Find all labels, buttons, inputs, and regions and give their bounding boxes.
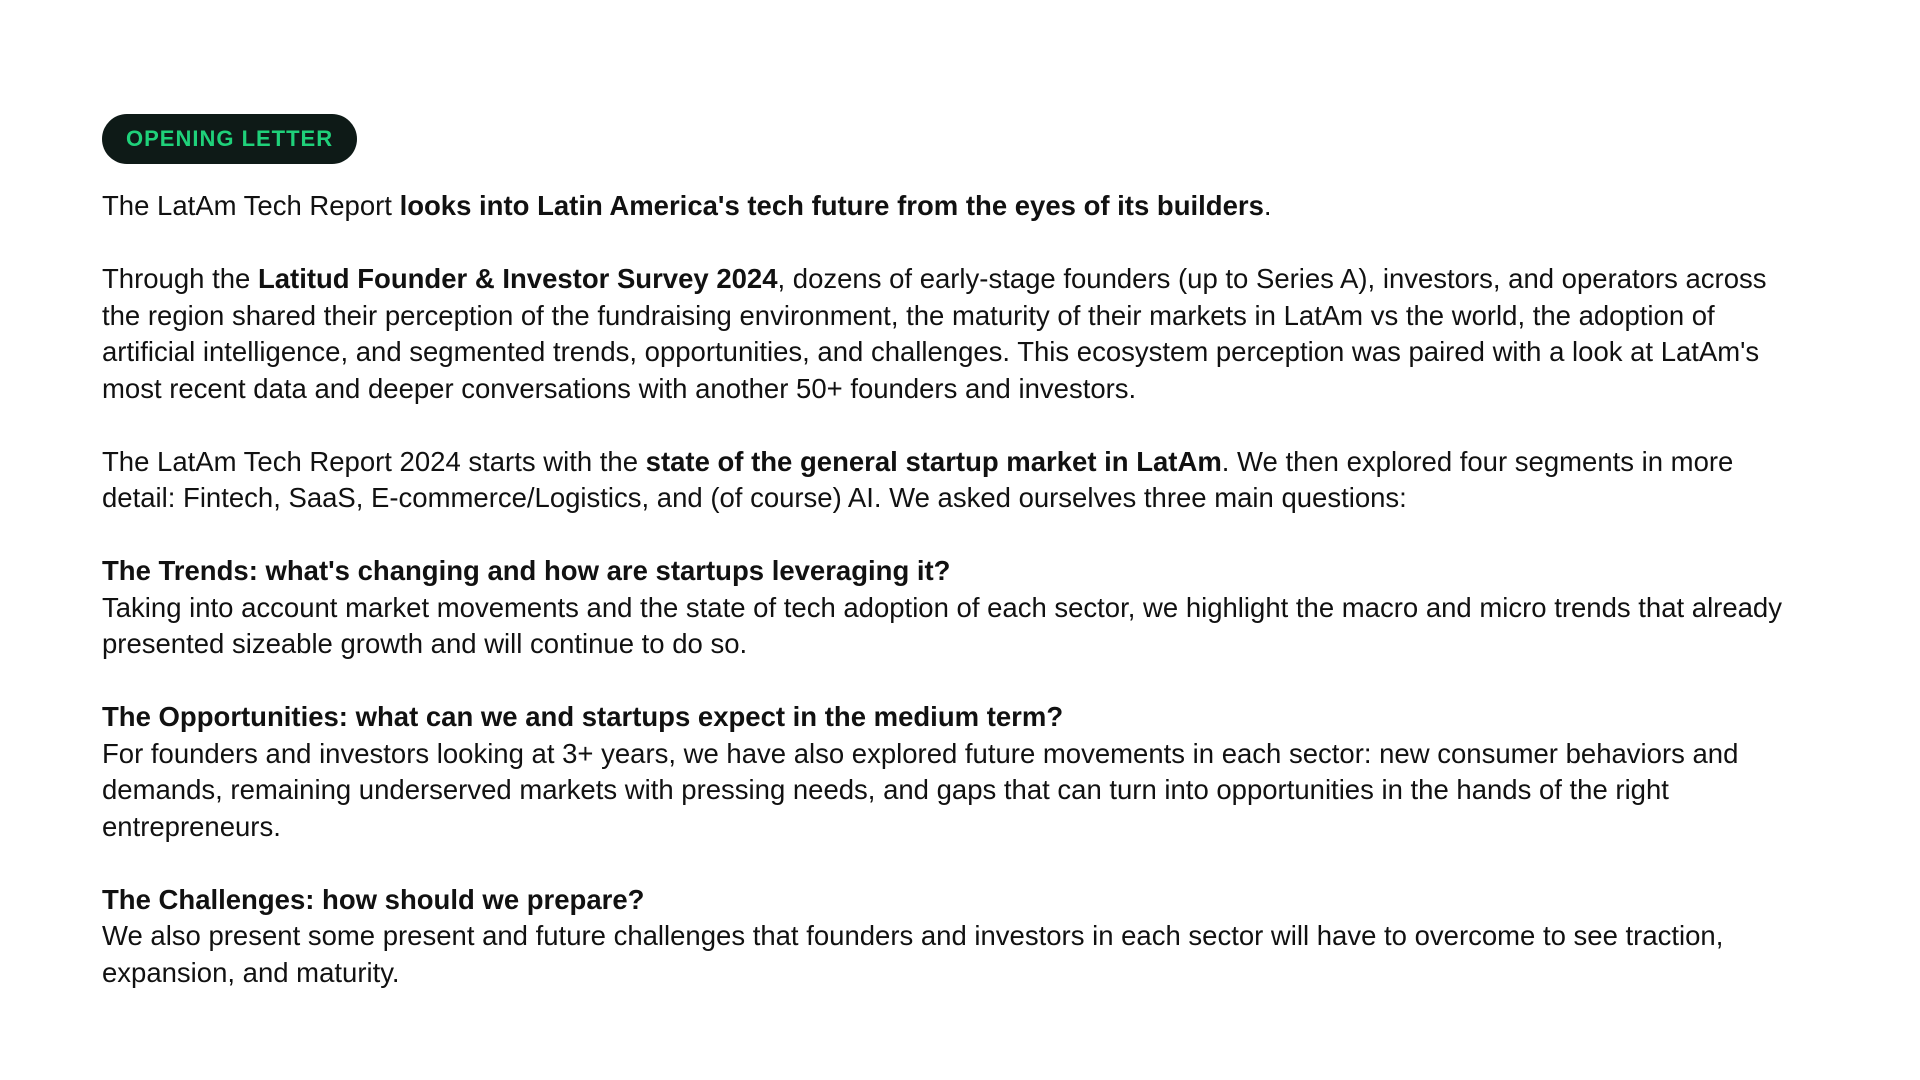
opening-letter-badge: OPENING LETTER — [102, 114, 357, 164]
intro-text-end: . — [1263, 190, 1272, 221]
letter-content — [102, 188, 1782, 991]
opportunities-section — [102, 699, 1782, 845]
challenges-heading: The Challenges: how should we prepare? — [102, 883, 645, 915]
segments-paragraph — [102, 444, 1782, 517]
opportunities-body: For founders and investors looking at 3+ years, we have also explored future movements in each sector: new consumer behaviors and demands, remaining underserved markets with pressing needs, and gaps that can turn into opportunities in the hands of the right entrepreneurs. — [102, 737, 1739, 842]
segments-text-body: . We then explored four segments in more detail: Fintech, SaaS, E-commerce/Logistics, and (of course) AI. We asked ourselves three main questions: — [102, 445, 1734, 513]
intro-emphasis: looks into Latin America's tech future from the eyes of its builders — [399, 190, 1264, 221]
survey-paragraph — [102, 261, 1782, 407]
survey-text-body: , dozens of early-stage founders (up to Series A), investors, and operators across the region shared their perception of the fundraising environment, the maturity of their markets in LatAm vs the world, the adoption of artificial intelligence, and segmented trends, opportunities, and challenges. This ecosystem perception was paired with a look at LatAm's most recent data and deeper conversations with another 50+ founders and investors. — [102, 263, 1767, 404]
opening-letter-page — [102, 114, 1782, 991]
survey-text-start: Through the — [102, 263, 258, 294]
challenges-section — [102, 882, 1782, 992]
intro-text-start: The LatAm Tech Report — [102, 190, 400, 221]
segments-text-start: The LatAm Tech Report 2024 starts with the — [102, 445, 646, 477]
trends-body: Taking into account market movements and the state of tech adoption of each sector, we highlight the macro and micro trends that already presented sizeable growth and will continue to do so. — [102, 591, 1782, 659]
trends-section — [102, 553, 1782, 663]
opportunities-heading: The Opportunities: what can we and startups expect in the medium term? — [102, 701, 1064, 732]
intro-paragraph — [102, 188, 1782, 225]
survey-name: Latitud Founder & Investor Survey 2024 — [257, 263, 778, 294]
trends-heading: The Trends: what's changing and how are startups leveraging it? — [102, 555, 951, 586]
segments-emphasis: state of the general startup market in LatAm — [645, 445, 1222, 477]
challenges-body: We also present some present and future challenges that founders and investors in each sector will have to overcome to see traction, expansion, and maturity. — [102, 920, 1724, 988]
